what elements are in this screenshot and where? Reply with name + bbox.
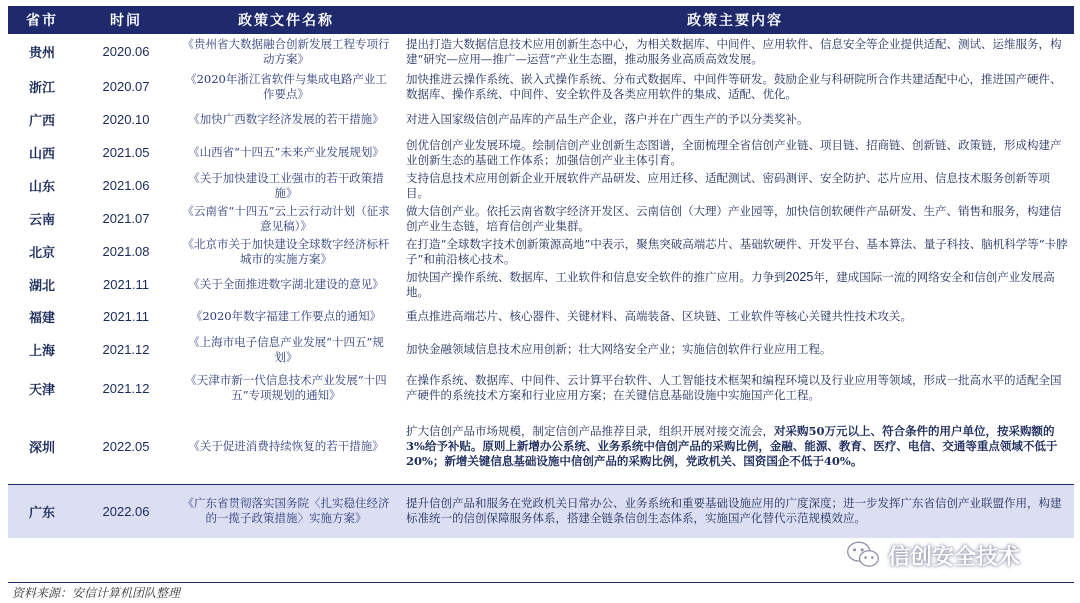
table-row bbox=[8, 368, 1074, 408]
policy-table-wrapper bbox=[8, 6, 1074, 539]
row-policy-name: 《广东省贯彻落实国务院〈扎实稳住经济的一揽子政策措施〉实施方案》 bbox=[176, 484, 396, 538]
row-policy-name: 《2020年浙江省软件与集成电路产业工作要点》 bbox=[176, 70, 396, 103]
row-policy-name: 《2020年数字福建工作要点的通知》 bbox=[176, 301, 396, 331]
row-date: 2021.07 bbox=[76, 202, 176, 235]
row-policy-name: 《云南省“十四五”云上云行动计划（征求意见稿）》 bbox=[176, 202, 396, 235]
table-row bbox=[8, 268, 1074, 301]
row-province: 贵州 bbox=[8, 34, 76, 70]
watermark bbox=[846, 538, 1020, 572]
row-province: 云南 bbox=[8, 202, 76, 235]
row-policy-content: 重点推进高端芯片、核心器件、关键材料、高端装备、区块链、工业软件等核心关键共性技术攻关。 bbox=[396, 301, 1074, 331]
row-policy-content: 提出打造大数据信息技术应用创新生态中心，为相关数据库、中间件、应用软件、信息安全等企业提供适配、测试、运维服务，构建“研究—应用—推广—运营”产业生态圈，推动服务业高质高效发展。 bbox=[396, 34, 1074, 70]
table-row bbox=[8, 301, 1074, 331]
row-policy-name: 《加快广西数字经济发展的若干措施》 bbox=[176, 103, 396, 136]
table-row bbox=[8, 136, 1074, 169]
table-row-highlighted bbox=[8, 484, 1074, 538]
table-row bbox=[8, 169, 1074, 202]
content-text: 扩大信创产品市场规模，制定信创产品推荐目录，组织开展对接交流会， bbox=[406, 423, 774, 438]
table-row bbox=[8, 34, 1074, 70]
source-note: 资料来源：安信计算机团队整理 bbox=[12, 586, 181, 600]
wechat-icon bbox=[846, 540, 880, 570]
row-date: 2020.06 bbox=[76, 34, 176, 70]
table-header-row bbox=[8, 6, 1074, 34]
row-province: 北京 bbox=[8, 235, 76, 268]
row-policy-content bbox=[396, 268, 1074, 301]
row-date: 2021.12 bbox=[76, 331, 176, 368]
row-policy-content: 做大信创产业。依托云南省数字经济开发区、云南信创（大理）产业园等，加快信创软硬件产品研发、生产、销售和服务，构建信创产业生态链，培育信创产业集群。 bbox=[396, 202, 1074, 235]
row-date: 2021.05 bbox=[76, 136, 176, 169]
row-date: 2020.10 bbox=[76, 103, 176, 136]
table-row bbox=[8, 70, 1074, 103]
watermark-text: 信创安全技术 bbox=[888, 544, 1021, 570]
row-province: 天津 bbox=[8, 368, 76, 408]
table-bottom-rule bbox=[8, 582, 1074, 583]
row-policy-name: 《山西省“十四五”未来产业发展规划》 bbox=[176, 136, 396, 169]
row-policy-name: 《贵州省大数据融合创新发展工程专项行动方案》 bbox=[176, 34, 396, 70]
header-province: 省市 bbox=[8, 6, 76, 34]
row-policy-content: 在打造“全球数字技术创新策源高地”中表示，聚焦突破高端芯片、基础软硬件、开发平台、基本算法、量子科技、脑机科学等“卡脖子”和前沿核心技术。 bbox=[396, 235, 1074, 268]
row-policy-content: 创优信创产业发展环境。绘制信创产业创新生态图谱，全面梳理全省信创产业链、项目链、招商链、创新链、政策链，形成构建产业创新生态的基础工作体系；加强信创产业主体引育。 bbox=[396, 136, 1074, 169]
row-date: 2021.12 bbox=[76, 368, 176, 408]
row-date: 2021.11 bbox=[76, 301, 176, 331]
row-province: 福建 bbox=[8, 301, 76, 331]
row-policy-name: 《天津市新一代信息技术产业发展“十四五”专项规划的通知》 bbox=[176, 368, 396, 408]
row-policy-content: 在操作系统、数据库、中间件、云计算平台软件、人工智能技术框架和编程环境以及行业应用等领域，形成一批高水平的适配全国产硬件的系统技术方案和行业应用方案；在关键信息基础设施中实施国产化工程。 bbox=[396, 368, 1074, 408]
row-policy-content: 对进入国家级信创产品库的产品生产企业，落户并在广西生产的予以分类奖补。 bbox=[396, 103, 1074, 136]
row-policy-content: 提升信创产品和服务在党政机关日常办公、业务系统和重要基础设施应用的广度深度；进一步发挥广东省信创产业联盟作用，构建标准统一的信创保障服务体系，搭建全链条信创生态体系，实施国产化替代示范规模效应。 bbox=[396, 484, 1074, 538]
content-text: 年，建成国际一流的网络安全和信创产业发展高地。 bbox=[406, 269, 1055, 299]
table-row bbox=[8, 331, 1074, 368]
row-province: 广东 bbox=[8, 484, 76, 538]
row-policy-content: 加快推进云操作系统、嵌入式操作系统、分布式数据库、中间件等研发。鼓励企业与科研院所合作共建适配中心，推进国产硬件、数据库、操作系统、中间件、安全软件及各类应用软件的集成、适配、优化。 bbox=[396, 70, 1074, 103]
row-date: 2022.05 bbox=[76, 408, 176, 484]
row-policy-name: 《关于促进消费持续恢复的若干措施》 bbox=[176, 408, 396, 484]
header-name: 政策文件名称 bbox=[176, 6, 396, 34]
header-date: 时间 bbox=[76, 6, 176, 34]
policy-table bbox=[8, 6, 1074, 539]
row-date: 2020.07 bbox=[76, 70, 176, 103]
content-text: 加快国产操作系统、数据库、工业软件和信息安全软件的推广应用。力争到 bbox=[406, 269, 786, 284]
row-policy-name: 《北京市关于加快建设全球数字经济标杆城市的实施方案》 bbox=[176, 235, 396, 268]
row-province: 广西 bbox=[8, 103, 76, 136]
row-policy-name: 《关于加快建设工业强市的若干政策措施》 bbox=[176, 169, 396, 202]
row-date: 2021.06 bbox=[76, 169, 176, 202]
table-row bbox=[8, 408, 1074, 484]
content-bold-text: 对采购50万元以上、符合条件的用户单位，按采购额的3%给予补贴。原则上新增办公系统、业务系统中信创产品的采购比例，金融、能源、教育、医疗、电信、交通等重点领域不低于20%；新增关键信息基础设施中信创产品的采购比例，党政机关、国资国企不低于40%。 bbox=[406, 423, 1058, 468]
row-province: 湖北 bbox=[8, 268, 76, 301]
row-province: 浙江 bbox=[8, 70, 76, 103]
row-province: 上海 bbox=[8, 331, 76, 368]
row-policy-name: 《上海市电子信息产业发展“十四五”规划》 bbox=[176, 331, 396, 368]
content-year: 2025 bbox=[785, 269, 814, 284]
row-policy-content: 支持信息技术应用创新企业开展软件产品研发、应用迁移、适配测试、密码测评、安全防护、芯片应用、信息技术服务创新等项目。 bbox=[396, 169, 1074, 202]
row-policy-content bbox=[396, 408, 1074, 484]
header-content: 政策主要内容 bbox=[396, 6, 1074, 34]
row-province: 山东 bbox=[8, 169, 76, 202]
table-row bbox=[8, 103, 1074, 136]
row-policy-content: 加快金融领域信息技术应用创新；壮大网络安全产业；实施信创软件行业应用工程。 bbox=[396, 331, 1074, 368]
table-row bbox=[8, 235, 1074, 268]
row-date: 2021.11 bbox=[76, 268, 176, 301]
row-date: 2022.06 bbox=[76, 484, 176, 538]
row-province: 山西 bbox=[8, 136, 76, 169]
row-policy-name: 《关于全面推进数字湖北建设的意见》 bbox=[176, 268, 396, 301]
table-row bbox=[8, 202, 1074, 235]
row-date: 2021.08 bbox=[76, 235, 176, 268]
row-province: 深圳 bbox=[8, 408, 76, 484]
